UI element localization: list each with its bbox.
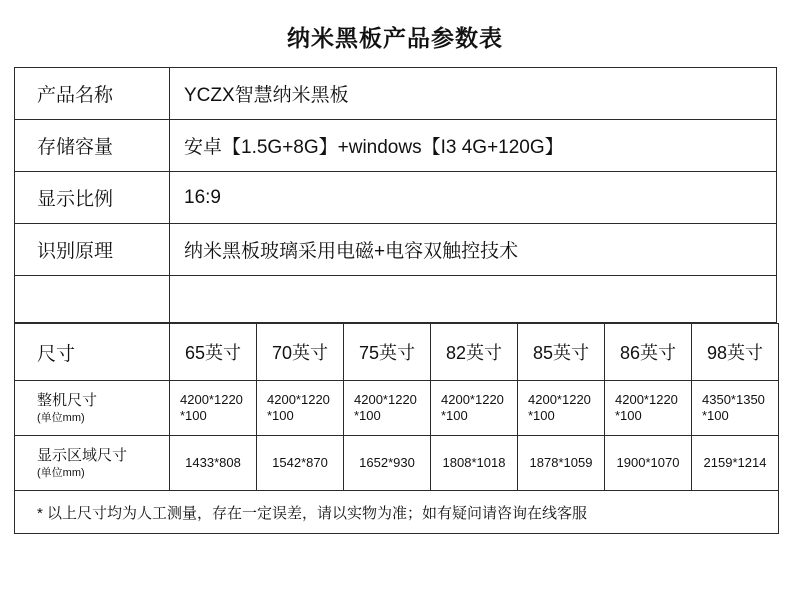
- cell-display-2: [344, 436, 431, 491]
- cell-line2: *100: [354, 408, 381, 423]
- cell-whole-4: [518, 381, 605, 436]
- size-header-col-3: 82英寸: [431, 324, 518, 381]
- page-title: 纳米黑板产品参数表: [287, 25, 503, 51]
- cell-line1: 4200*1220: [180, 391, 243, 407]
- cell-line1: 1652*930: [359, 454, 415, 470]
- size-header-first: 尺寸: [15, 324, 170, 381]
- cell-line1: 1808*1018: [442, 454, 506, 470]
- info-section: [15, 68, 777, 323]
- size-header-col-6: 98英寸: [692, 324, 779, 381]
- size-table: [14, 323, 779, 534]
- row-label-text: 显示区域尺寸: [37, 447, 128, 465]
- cell-line1: 4200*1220: [354, 391, 417, 407]
- cell-display-4: [518, 436, 605, 491]
- cell-display-3: [431, 436, 518, 491]
- cell-line2: *100: [702, 408, 729, 423]
- cell-line2: *100: [615, 408, 642, 423]
- cell-line1: 1433*808: [185, 454, 241, 470]
- cell-line1: 4350*1350: [702, 391, 765, 407]
- info-label-product-name: 产品名称: [15, 68, 170, 120]
- bottom-spacer: [14, 534, 776, 590]
- table-row: [15, 120, 777, 172]
- footnote-text: * 以上尺寸均为人工测量，存在一定误差，请以实物为准；如有疑问请咨询在线客服: [15, 491, 779, 534]
- cell-line1: 4200*1220: [615, 391, 678, 407]
- table-row-blank: [15, 276, 777, 323]
- spec-table: [14, 67, 777, 323]
- table-row: [15, 436, 779, 491]
- cell-whole-0: [170, 381, 257, 436]
- cell-whole-5: [605, 381, 692, 436]
- cell-line2: *100: [528, 408, 555, 423]
- cell-line2: *100: [267, 408, 294, 423]
- info-label-aspect-ratio: 显示比例: [15, 172, 170, 224]
- info-label-storage: 存储容量: [15, 120, 170, 172]
- cell-display-1: [257, 436, 344, 491]
- table-row: [15, 68, 777, 120]
- table-row: [15, 224, 777, 276]
- blank-cell-right: [170, 276, 777, 323]
- cell-line1: 1542*870: [272, 454, 328, 470]
- cell-display-5: [605, 436, 692, 491]
- info-label-recognition: 识别原理: [15, 224, 170, 276]
- cell-whole-3: [431, 381, 518, 436]
- cell-line2: *100: [441, 408, 468, 423]
- row-label-unit: (单位mm): [37, 466, 85, 479]
- row-label-text: 整机尺寸: [37, 392, 98, 410]
- size-header-col-5: 86英寸: [605, 324, 692, 381]
- cell-display-0: [170, 436, 257, 491]
- cell-line1: 2159*1214: [703, 454, 767, 470]
- cell-line1: 4200*1220: [441, 391, 504, 407]
- footnote-row: [15, 491, 779, 534]
- info-value-aspect-ratio: 16:9: [170, 172, 777, 224]
- cell-line2: *100: [180, 408, 207, 423]
- cell-line1: 1900*1070: [616, 454, 680, 470]
- cell-whole-6: [692, 381, 779, 436]
- size-table-header-row: [15, 324, 779, 381]
- info-value-recognition: 纳米黑板玻璃采用电磁+电容双触控技术: [170, 224, 777, 276]
- cell-line1: 1878*1059: [529, 454, 593, 470]
- row-label-whole-machine: [15, 381, 170, 436]
- size-header-col-4: 85英寸: [518, 324, 605, 381]
- size-header-col-1: 70英寸: [257, 324, 344, 381]
- info-value-product-name: YCZX智慧纳米黑板: [170, 68, 777, 120]
- info-value-storage: 安卓【1.5G+8G】+windows【I3 4G+120G】: [170, 120, 777, 172]
- table-row: [15, 381, 779, 436]
- cell-whole-2: [344, 381, 431, 436]
- blank-cell-left: [15, 276, 170, 323]
- cell-line1: 4200*1220: [528, 391, 591, 407]
- table-row: [15, 172, 777, 224]
- cell-line1: 4200*1220: [267, 391, 330, 407]
- cell-whole-1: [257, 381, 344, 436]
- cell-display-6: [692, 436, 779, 491]
- row-label-unit: (单位mm): [37, 411, 85, 424]
- size-header-col-0: 65英寸: [170, 324, 257, 381]
- row-label-display-area: [15, 436, 170, 491]
- size-header-col-2: 75英寸: [344, 324, 431, 381]
